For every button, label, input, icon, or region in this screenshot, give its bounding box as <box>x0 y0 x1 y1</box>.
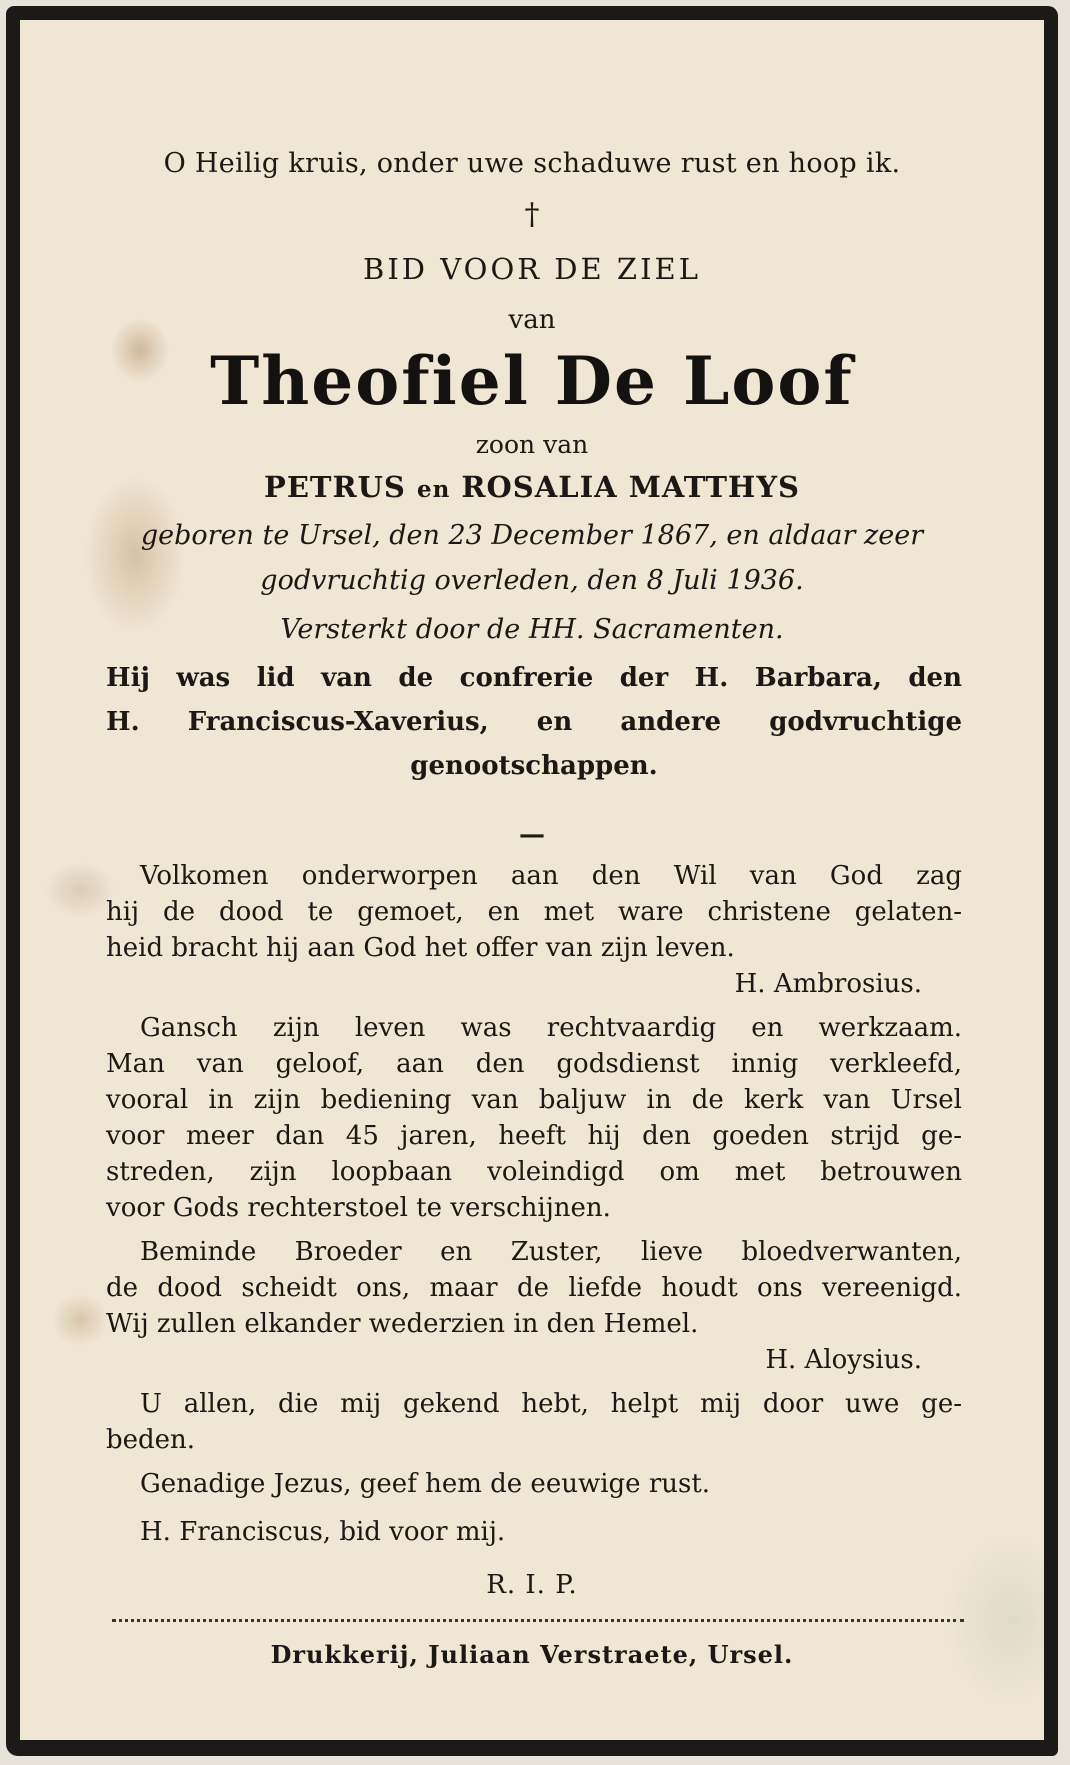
paragraph-line: Wij zullen elkander wederzien in den Hemel. <box>106 1309 699 1339</box>
paragraph-line: Beminde Broeder en Zuster, lieve bloedverwanten, <box>140 1237 962 1267</box>
father-name: PETRUS <box>264 470 406 504</box>
prayer-franciscus: H. Franciscus, bid voor mij. <box>140 1517 506 1547</box>
confrerie-line: genootschappen. <box>410 751 658 781</box>
cross-icon: † <box>524 197 540 232</box>
paragraph-line: voor Gods rechterstoel te verschijnen. <box>106 1193 611 1223</box>
attribution-ambrosius: H. Ambrosius. <box>734 969 922 999</box>
prayer-heading: BID VOOR DE ZIEL <box>363 252 701 286</box>
paragraph-line: Volkomen onderworpen aan den Wil van God zag <box>140 861 962 891</box>
motto: O Heilig kruis, onder uwe schaduwe rust en hoop ik. <box>163 148 901 179</box>
paragraph-line: vooral in zijn bediening van baljuw in de kerk van Ursel <box>106 1085 962 1115</box>
paragraph-line: Gansch zijn leven was rechtvaardig en werkzaam. <box>140 1013 962 1043</box>
paragraph-4 <box>106 1386 962 1458</box>
mother-name: ROSALIA MATTHYS <box>461 470 800 504</box>
paragraph-line: streden, zijn loopbaan voleindigd om met betrouwen <box>106 1157 962 1187</box>
paragraph-3 <box>106 1234 962 1378</box>
paragraph-line: heid bracht hij aan God het offer van zijn leven. <box>106 933 735 963</box>
zoon-van-label: zoon van <box>475 430 589 459</box>
sacraments-line: Versterkt door de HH. Sacramenten. <box>280 614 784 645</box>
paragraph-2 <box>106 1010 962 1226</box>
closing-prayers <box>106 1466 962 1550</box>
confrerie-paragraph <box>106 660 962 784</box>
birth-line: geboren te Ursel, den 23 December 1867, en aldaar zeer <box>140 520 924 551</box>
van-label: van <box>508 305 556 335</box>
paragraph-line: U allen, die mij gekend hebt, helpt mij door uwe ge- <box>140 1389 962 1419</box>
memorial-card <box>6 6 1058 1756</box>
paragraph-1 <box>106 858 962 1002</box>
dotted-divider <box>112 1619 964 1622</box>
paragraph-line: voor meer dan 45 jaren, heeft hij den goeden strijd ge- <box>106 1121 962 1151</box>
rip: R. I. P. <box>486 1570 578 1600</box>
confrerie-line: Hij was lid van de confrerie der H. Barbara, den <box>106 663 962 693</box>
parents <box>20 470 1044 504</box>
paragraph-line: hij de dood te gemoet, en met ware christene gelaten- <box>106 897 962 927</box>
prayer-jezus: Genadige Jezus, geef hem de eeuwige rust. <box>140 1469 711 1499</box>
parents-en: en <box>416 476 451 503</box>
card-paper <box>20 20 1044 1740</box>
printer-credit: Drukkerij, Juliaan Verstraete, Ursel. <box>270 1640 794 1669</box>
death-line: godvruchtig overleden, den 8 Juli 1936. <box>260 565 804 596</box>
attribution-aloysius: H. Aloysius. <box>765 1345 922 1375</box>
paragraph-line: de dood scheidt ons, maar de liefde houdt ons vereenigd. <box>106 1273 962 1303</box>
paragraph-line: beden. <box>106 1425 196 1455</box>
paragraph-line: Man van geloof, aan den godsdienst innig verkleefd, <box>106 1049 962 1079</box>
deceased-name: Theofiel De Loof <box>210 342 854 420</box>
separator: — <box>519 820 545 850</box>
confrerie-line: H. Franciscus-Xaverius, en andere godvruchtige <box>106 707 962 737</box>
